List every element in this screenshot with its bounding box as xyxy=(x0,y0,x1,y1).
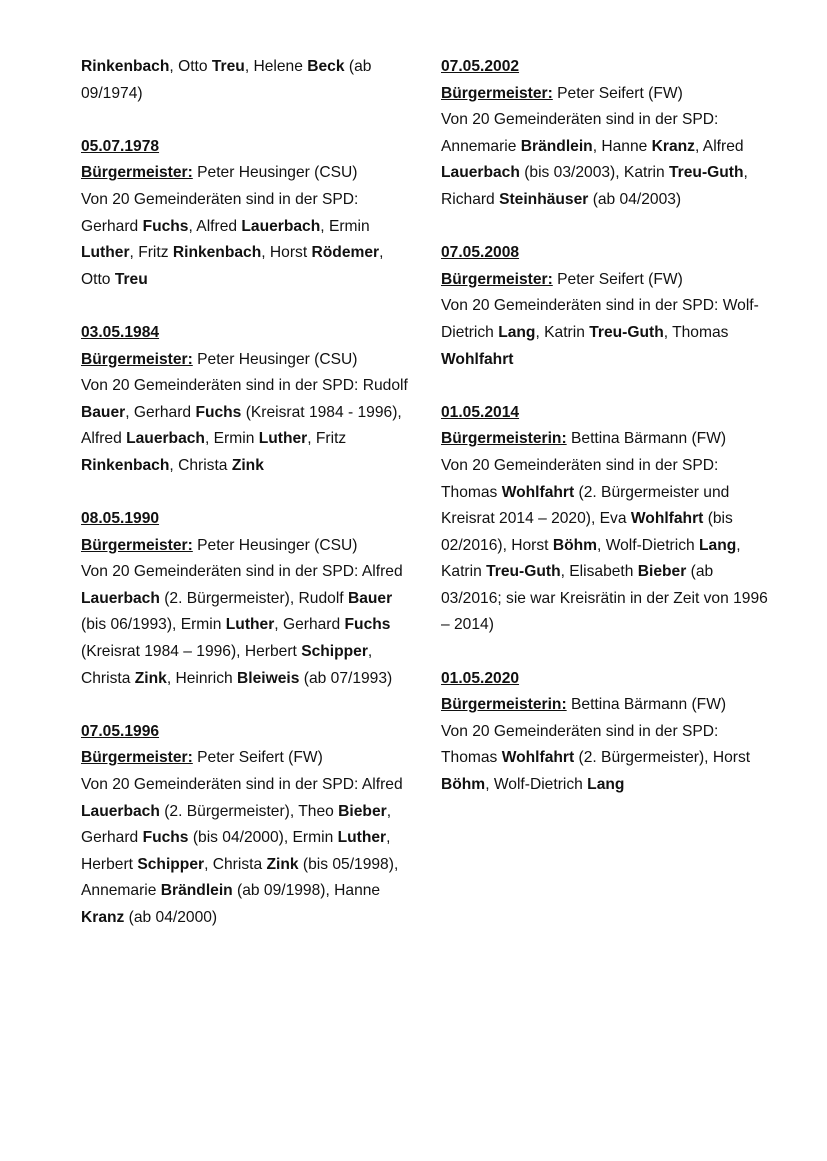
member-note: (ab 09/1998) xyxy=(237,882,326,900)
member-first-name: Christa xyxy=(212,855,263,873)
member-note: (2. Bürgermeister) xyxy=(164,589,290,607)
member-first-name: Alfred xyxy=(81,430,122,448)
member-last-name: Treu xyxy=(114,270,148,288)
member-last-name: Treu-Guth xyxy=(669,164,744,182)
council-member xyxy=(624,164,744,181)
council-member xyxy=(81,271,148,288)
member-last-name: Luther xyxy=(337,829,387,847)
member-last-name: Lang xyxy=(587,776,625,794)
member-first-name: Gerhard xyxy=(282,616,341,634)
member-last-name: Schipper xyxy=(301,643,368,661)
member-note: (ab 04/2000) xyxy=(128,909,218,926)
member-first-name: Wolf-Dietrich xyxy=(493,776,583,794)
member-first-name: Heinrich xyxy=(175,669,233,687)
member-first-name: Christa xyxy=(178,456,228,474)
member-first-name: Gerhard xyxy=(81,829,139,847)
council-member xyxy=(298,803,386,820)
council-member xyxy=(81,856,204,873)
mayor-name: Peter Heusinger (CSU) xyxy=(197,536,358,554)
right-entries xyxy=(441,54,771,799)
council-member xyxy=(178,58,245,75)
member-last-name: Schipper xyxy=(137,855,205,873)
member-last-name: Fuchs xyxy=(195,403,242,421)
intro-continuation xyxy=(81,54,411,107)
council-intro: Von 20 Gemeinderäten sind in der SPD: xyxy=(81,377,359,395)
left-entries xyxy=(81,134,411,932)
council-member xyxy=(441,191,681,208)
member-last-name: Brändlein xyxy=(520,137,593,155)
council-intro: Von 20 Gemeinderäten sind in der SPD: xyxy=(81,776,359,794)
member-first-name: Eva xyxy=(599,510,627,528)
member-note: (bis 03/2003) xyxy=(524,164,616,182)
election-entry xyxy=(441,400,771,639)
election-entry xyxy=(441,666,771,799)
member-first-name: Elisabeth xyxy=(569,563,634,581)
election-entry xyxy=(81,320,411,480)
member-last-name: Fuchs xyxy=(142,829,189,847)
member-list: Rinkenbach, Otto Treu, Helene Beck (ab 09/1974) xyxy=(81,58,372,102)
mayor-label: Bürgermeisterin: xyxy=(441,696,567,714)
member-last-name: Fuchs xyxy=(142,217,189,235)
member-last-name: Lauerbach xyxy=(126,430,205,448)
member-note: (Kreisrat 1984 - 1996) xyxy=(245,403,398,421)
council-member xyxy=(175,670,392,687)
member-last-name: Zink xyxy=(134,669,167,687)
member-list: Von 20 Gemeinderäten sind in der SPD: Rudolf Bauer, Gerhard Fuchs (Kreisrat 1984 - 1996), Alfred Lauerbach, Ermin Luther, Fritz Rinkenbach, Christa Zink xyxy=(81,377,408,474)
member-first-name: Annemarie xyxy=(441,137,517,155)
member-first-name: Theo xyxy=(298,802,334,820)
member-first-name: Fritz xyxy=(138,244,169,262)
member-list: Von 20 Gemeinderäten sind in der SPD: Alfred Lauerbach (2. Bürgermeister), Theo Bieber, Gerhard Fuchs (bis 04/2000), Ermin Luther, Herbert Schipper, Christa Zink (bis 05/1998), Annemarie Brändlein (ab 09/1998), Hanne Kranz (ab 04/2000) xyxy=(81,776,403,926)
mayor-name: Peter Seifert (FW) xyxy=(557,270,683,288)
member-last-name: Steinhäuser xyxy=(499,190,589,208)
member-list: Von 20 Gemeinderäten sind in der SPD: Thomas Wohlfahrt (2. Bürgermeister), Horst Böhm, Wolf-Dietrich Lang xyxy=(441,722,751,794)
council-member xyxy=(601,138,695,155)
mayor-label: Bürgermeister: xyxy=(81,536,193,554)
member-last-name: Bauer xyxy=(347,589,393,607)
member-last-name: Rödemer xyxy=(311,244,380,262)
member-first-name: Hanne xyxy=(334,882,381,900)
member-first-name: Herbert xyxy=(81,855,133,873)
mayor-line xyxy=(441,426,771,453)
right-column xyxy=(441,54,771,825)
member-first-name: Richard xyxy=(441,190,495,208)
council-member xyxy=(606,537,737,554)
member-first-name: Christa xyxy=(81,669,131,687)
member-first-name: Helene xyxy=(253,58,303,75)
mayor-label: Bürgermeister: xyxy=(81,350,193,368)
council-member xyxy=(213,856,394,873)
member-last-name: Luther xyxy=(258,430,308,448)
council-member xyxy=(81,218,188,235)
member-last-name: Bieber xyxy=(338,802,387,820)
member-note: (ab 03/2016; sie war Kreisrätin in der Zeit von 1996 – 2014) xyxy=(441,563,768,634)
council-member xyxy=(81,430,205,447)
member-last-name: Kranz xyxy=(651,137,695,155)
council-member xyxy=(196,218,320,235)
member-first-name: Katrin xyxy=(544,323,585,341)
mayor-line xyxy=(81,533,411,560)
election-entry xyxy=(81,134,411,294)
council-intro: Von 20 Gemeinderäten sind in der SPD: xyxy=(81,190,359,208)
member-list: Von 20 Gemeinderäten sind in der SPD: Annemarie Brändlein, Hanne Kranz, Alfred Lauerbach (bis 03/2003), Katrin Treu-Guth, Richard Steinhäuser (ab 04/2003) xyxy=(441,111,748,208)
mayor-label: Bürgermeisterin: xyxy=(441,430,567,448)
council-member xyxy=(81,670,167,687)
member-note: (bis 04/2000) xyxy=(192,829,284,847)
election-entry xyxy=(441,54,771,214)
member-first-name: Gerhard xyxy=(81,217,139,235)
council-member xyxy=(81,829,284,846)
member-first-name: Herbert xyxy=(244,643,297,661)
mayor-name: Peter Seifert (FW) xyxy=(557,84,683,102)
member-first-name: Hanne xyxy=(601,137,648,155)
member-last-name: Zink xyxy=(231,456,264,474)
member-last-name: Treu xyxy=(211,58,245,75)
mayor-line xyxy=(81,347,411,374)
member-first-name: Fritz xyxy=(315,430,347,448)
election-date: 03.05.1984 xyxy=(81,323,160,341)
council-member xyxy=(81,58,169,75)
member-note: (bis 05/1998) xyxy=(302,855,394,873)
member-first-name: Otto xyxy=(178,58,208,75)
member-last-name: Beck xyxy=(307,58,345,75)
council-member xyxy=(138,244,261,261)
council-member xyxy=(134,404,398,421)
council-intro: Von 20 Gemeinderäten sind in der SPD: xyxy=(441,456,719,474)
council-member xyxy=(293,829,387,846)
mayor-name: Peter Heusinger (CSU) xyxy=(197,164,358,182)
election-date: 08.05.1990 xyxy=(81,510,160,528)
member-list: Von 20 Gemeinderäten sind in der SPD: Wolf-Dietrich Lang, Katrin Treu-Guth, Thomas Wohlfahrt xyxy=(441,297,759,368)
member-first-name: Annemarie xyxy=(81,882,157,900)
member-last-name: Luther xyxy=(225,616,275,634)
council-intro: Von 20 Gemeinderäten sind in der SPD: xyxy=(81,563,359,581)
council-intro: Von 20 Gemeinderäten sind in der SPD: xyxy=(441,111,719,129)
member-first-name: Otto xyxy=(81,270,111,288)
member-first-name: Rudolf xyxy=(298,589,344,607)
mayor-line xyxy=(81,160,411,187)
council-member xyxy=(181,616,275,633)
member-first-name: Katrin xyxy=(623,164,665,182)
member-first-name: Horst xyxy=(712,749,751,767)
election-date: 07.05.2008 xyxy=(441,244,520,262)
member-last-name: Wohlfahrt xyxy=(630,510,704,528)
member-last-name: Lang xyxy=(699,536,737,554)
member-last-name: Rinkenbach xyxy=(172,244,262,262)
election-entry xyxy=(81,506,411,692)
member-list: Von 20 Gemeinderäten sind in der SPD: Alfred Lauerbach (2. Bürgermeister), Rudolf Bauer (bis 06/1993), Ermin Luther, Gerhard Fuchs (Kreisrat 1984 – 1996), Herbert Schipper, Christa Zink, Heinrich Bleiweis (ab 07/1993) xyxy=(81,563,403,687)
election-entry xyxy=(81,719,411,932)
member-last-name: Kranz xyxy=(81,909,125,926)
council-member xyxy=(544,324,664,341)
member-first-name: Gerhard xyxy=(133,403,192,421)
left-column xyxy=(81,54,411,958)
council-member xyxy=(441,563,561,580)
member-first-name: Rudolf xyxy=(362,377,408,395)
member-first-name: Thomas xyxy=(441,483,498,501)
member-last-name: Wohlfahrt xyxy=(441,350,514,368)
member-first-name: Alfred xyxy=(361,563,403,581)
member-last-name: Bleiweis xyxy=(237,669,300,687)
member-first-name: Horst xyxy=(511,536,549,554)
member-first-name: Alfred xyxy=(196,217,238,235)
member-last-name: Lauerbach xyxy=(241,217,321,235)
member-first-name: Ermin xyxy=(292,829,334,847)
mayor-name: Bettina Bärmann (FW) xyxy=(571,430,727,448)
member-last-name: Fuchs xyxy=(344,616,391,634)
mayor-line xyxy=(441,692,771,719)
member-note: (ab 04/2003) xyxy=(592,190,682,208)
mayor-label: Bürgermeister: xyxy=(81,164,193,182)
mayor-line xyxy=(441,81,771,108)
council-member xyxy=(270,244,379,261)
member-last-name: Treu-Guth xyxy=(486,563,561,581)
council-member xyxy=(245,643,368,660)
member-first-name: Wolf-Dietrich xyxy=(605,536,695,554)
member-note: (ab 09/1974) xyxy=(81,58,372,102)
member-last-name: Luther xyxy=(81,244,130,262)
member-first-name: Ermin xyxy=(213,430,255,448)
member-first-name: Alfred xyxy=(702,137,744,155)
member-note: (2. Bürgermeister) xyxy=(164,802,290,820)
member-list: Von 20 Gemeinderäten sind in der SPD: Gerhard Fuchs, Alfred Lauerbach, Ermin Luther, Fritz Rinkenbach, Horst Rödemer, Otto Treu xyxy=(81,190,384,288)
member-first-name: Thomas xyxy=(672,323,729,341)
election-date: 01.05.2020 xyxy=(441,669,520,687)
mayor-name: Peter Seifert (FW) xyxy=(197,749,323,767)
member-note: (bis 06/1993) xyxy=(81,616,173,634)
member-last-name: Lang xyxy=(498,323,536,341)
member-first-name: Horst xyxy=(269,244,308,262)
member-note: (2. Bürgermeister) xyxy=(578,749,705,767)
member-first-name: Thomas xyxy=(441,749,498,767)
council-member xyxy=(178,457,264,474)
member-last-name: Lauerbach xyxy=(81,802,160,820)
member-first-name: Alfred xyxy=(361,776,403,794)
member-last-name: Böhm xyxy=(441,776,486,794)
member-first-name: Ermin xyxy=(180,616,222,634)
member-first-name: Katrin xyxy=(441,563,482,581)
election-date: 07.05.1996 xyxy=(81,722,160,740)
mayor-name: Bettina Bärmann (FW) xyxy=(571,696,727,714)
member-last-name: Rinkenbach xyxy=(81,58,170,75)
member-last-name: Lauerbach xyxy=(441,164,520,182)
election-date: 07.05.2002 xyxy=(441,58,520,75)
member-first-name: Wolf-Dietrich xyxy=(441,297,759,341)
mayor-label: Bürgermeister: xyxy=(441,270,553,288)
council-intro: Von 20 Gemeinderäten sind in der SPD: xyxy=(441,297,719,315)
mayor-label: Bürgermeister: xyxy=(441,84,553,102)
mayor-label: Bürgermeister: xyxy=(81,749,193,767)
mayor-line xyxy=(441,267,771,294)
member-note: (bis 02/2016) xyxy=(441,510,733,554)
council-member xyxy=(441,749,704,766)
member-last-name: Lauerbach xyxy=(81,589,160,607)
member-last-name: Bieber xyxy=(637,563,687,581)
member-first-name: Ermin xyxy=(328,217,370,235)
council-member xyxy=(494,776,625,793)
council-member xyxy=(81,882,325,899)
election-entry xyxy=(441,240,771,373)
member-note: (2. Bürgermeister und Kreisrat 2014 – 2020) xyxy=(441,483,730,528)
mayor-line xyxy=(81,745,411,772)
member-last-name: Wohlfahrt xyxy=(501,749,575,767)
member-last-name: Rinkenbach xyxy=(81,456,170,474)
member-list: Von 20 Gemeinderäten sind in der SPD: Thomas Wohlfahrt (2. Bürgermeister und Kreisrat 2014 – 2020), Eva Wohlfahrt (bis 02/2016), Horst Böhm, Wolf-Dietrich Lang, Katrin Treu-Guth, Elisabeth Bieber (ab 03/2016; sie war Kreisrätin in der Zeit von 1996 – 2014) xyxy=(441,456,768,634)
council-intro: Von 20 Gemeinderäten sind in der SPD: xyxy=(441,722,719,740)
member-last-name: Wohlfahrt xyxy=(501,483,575,501)
member-last-name: Bauer xyxy=(81,403,126,421)
member-note: (ab 07/1993) xyxy=(303,669,393,687)
election-date: 05.07.1978 xyxy=(81,137,160,155)
council-member xyxy=(214,430,308,447)
member-last-name: Treu-Guth xyxy=(589,323,664,341)
member-last-name: Zink xyxy=(266,855,299,873)
mayor-name: Peter Heusinger (CSU) xyxy=(197,350,358,368)
member-last-name: Brändlein xyxy=(160,882,233,900)
member-last-name: Böhm xyxy=(552,536,598,554)
council-member xyxy=(511,537,597,554)
member-note: (Kreisrat 1984 – 1996) xyxy=(81,643,237,661)
council-member xyxy=(441,138,593,155)
election-date: 01.05.2014 xyxy=(441,403,520,421)
